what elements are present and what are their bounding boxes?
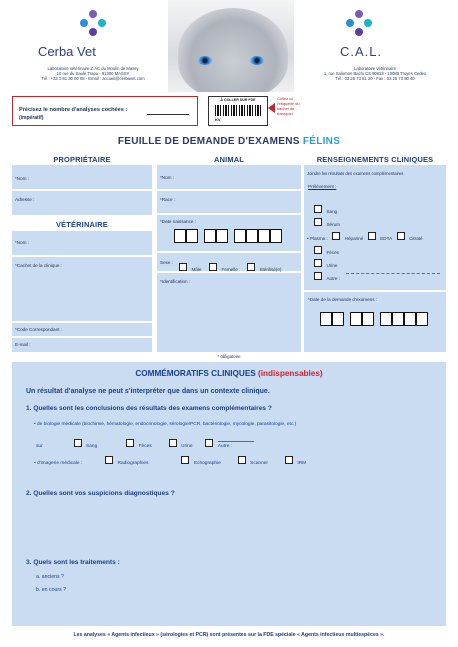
renseignements-title: RENSEIGNEMENTS CLINIQUES (316, 155, 434, 164)
proprietaire-nom-field[interactable]: *Nom : (12, 165, 152, 189)
proprietaire-adresse-field[interactable]: Adresse : (12, 191, 152, 215)
commemoratifs-title: COMMÉMORATIFS CLINIQUES (indispensables) (135, 369, 323, 378)
prelevement-serum[interactable]: Sérum (314, 213, 340, 231)
analysis-count-label: Précisez le nombre d'analyses cochées : (19, 107, 128, 113)
right-address: Laboratoire vétérinaire 1, rue Salomon Bachi CS 90613 - 10088 Troyes Cedex Tél : 03 25 73 81 20 - Fax : 03 25 73 80 40 (323, 66, 427, 82)
animal-race-field[interactable]: *Race : (157, 191, 301, 213)
date-naissance-digit[interactable] (246, 229, 258, 243)
checkbox[interactable] (314, 218, 322, 226)
biologie-line: • de biologie médicale (biochimie, hématologie, endocrinologie, sérologie/PCR, bactériologie, mycologie, parasitologie, etc.) (34, 422, 297, 427)
animal-nom-field[interactable]: *Nom : (157, 165, 301, 189)
autre-line[interactable] (346, 273, 440, 274)
code-correspondant-field[interactable]: *Code Correspondant : (12, 323, 152, 336)
analysis-count-required: (impératif) (19, 115, 44, 121)
checkbox[interactable] (332, 232, 340, 240)
checkbox[interactable] (238, 456, 246, 464)
checkbox[interactable] (314, 246, 322, 254)
checkbox[interactable] (397, 232, 405, 240)
sexe-sterilise-option[interactable]: Stérilisé(e) (247, 258, 281, 276)
checkbox[interactable] (179, 263, 187, 271)
checkbox[interactable] (209, 263, 217, 271)
sexe-femelle-option[interactable]: Femelle (209, 258, 238, 276)
analysis-count-box (12, 96, 198, 126)
obligatoire-note: * obligatoire (217, 354, 241, 359)
barcode-note: Collez ici l'étiquette du sachet de transport (277, 96, 300, 116)
checkbox[interactable] (126, 439, 134, 447)
checkbox[interactable] (205, 439, 213, 447)
checkbox[interactable] (314, 272, 322, 280)
barcode-code: KV (215, 117, 221, 122)
date-naissance-digit[interactable] (204, 229, 216, 243)
cachet-clinique-field[interactable]: *Cachet de la clinique : (12, 257, 152, 321)
prelevement-plasma[interactable]: • Plasma : Hépariné EDTA Citraté (307, 227, 423, 245)
sexe-male-option[interactable]: Mâle (179, 258, 201, 276)
left-address: Laboratoire vétérinaire Z.AC du Moulin de Massy 10 rue du Saule Trapu - 91300 MASSY Tél : +33 1 81 30 00 08 - Email : accueil@cerbavet.com (41, 66, 145, 82)
proprietaire-title: PROPRIÉTAIRE (53, 155, 111, 164)
date-demande-digit[interactable] (392, 312, 404, 326)
checkbox[interactable] (314, 259, 322, 267)
checkbox[interactable] (247, 263, 255, 271)
question-1: 1. Quelles sont les conclusions des résultats des examens complémentaires ? (26, 405, 272, 412)
date-demande-digit[interactable] (416, 312, 428, 326)
checkbox[interactable] (314, 205, 322, 213)
date-naissance-digit[interactable] (174, 229, 186, 243)
date-demande-digit[interactable] (404, 312, 416, 326)
analysis-count-input[interactable] (147, 113, 189, 115)
cerba-vet-logo (80, 10, 106, 36)
date-naissance-digit[interactable] (270, 229, 282, 243)
animal-title: ANIMAL (214, 155, 244, 164)
question-2: 2. Quelles sont vos suspicions diagnostiques ? (26, 490, 175, 497)
date-naissance-digit[interactable] (234, 229, 246, 243)
commemoratifs-intro: Un résultat d'analyse ne peut s'interpréter que dans un contexte clinique. (26, 388, 270, 395)
checkbox[interactable] (285, 456, 293, 464)
prelevement-label: Prélèvement : (308, 184, 337, 189)
footer-note: Les analyses « Agents infectieux » (sérologies et PCR) sont présentes sur la FDE spéciale « Agents infectieux multiespèces ». (73, 632, 385, 638)
prelevement-feces[interactable]: Fèces (314, 241, 339, 259)
email-field[interactable]: E-mail : (12, 338, 152, 352)
prelevement-urine[interactable]: Urine (314, 254, 337, 272)
sexe-field: Sexe : Mâle Femelle Stérilisé(e) (157, 253, 301, 271)
barcode-bars (215, 105, 261, 116)
question-3: 3. Quels sont les traitements : (26, 559, 120, 566)
imagerie-row: • d'imagerie médicale : Radiographies Echographie Scanner IRM (34, 451, 306, 469)
date-naissance-digit[interactable] (258, 229, 270, 243)
checkbox[interactable] (169, 439, 177, 447)
barcode-arrow-icon (268, 103, 275, 113)
checkbox[interactable] (368, 232, 376, 240)
traitements-anciens: a. anciens ? (36, 574, 64, 580)
checkbox[interactable] (105, 456, 113, 464)
renseignements-panel: Joindre les résultats des examens complémentaires Prélèvement : Sang Sérum • Plasma : Hépariné EDTA Citraté Fèces Urine Autre : (304, 165, 446, 290)
date-demande-field[interactable]: *Date de la demande d'examens : (304, 292, 446, 352)
cal-brand: C.A.L. (340, 44, 383, 59)
question-2-answer[interactable] (26, 500, 436, 550)
date-demande-digit[interactable] (350, 312, 362, 326)
page-title: FEUILLE DE DEMANDE D'EXAMENS FÉLINS (117, 136, 341, 147)
cal-logo (346, 10, 372, 36)
checkbox[interactable] (74, 439, 82, 447)
date-naissance-digit[interactable] (216, 229, 228, 243)
sur-autre-line[interactable] (218, 441, 254, 442)
checkbox[interactable] (181, 456, 189, 464)
date-naissance-field[interactable]: *Date naissance : (157, 215, 301, 251)
cat-photo (168, 0, 294, 92)
prelevement-sang[interactable]: Sang (314, 200, 337, 218)
barcode-sticker (208, 96, 268, 126)
identification-field[interactable]: *Identification : (157, 273, 301, 352)
veterinaire-nom-field[interactable]: *Nom : (12, 231, 152, 255)
sur-row: sur Sang Fèces Urine Autre : (36, 434, 232, 452)
cerba-vet-brand: Cerba Vet (38, 44, 96, 59)
veterinaire-title: VÉTÉRINAIRE (56, 220, 108, 229)
traitements-en-cours: b. en cours ? (36, 587, 66, 593)
date-demande-digit[interactable] (332, 312, 344, 326)
date-demande-digit[interactable] (380, 312, 392, 326)
date-demande-digit[interactable] (362, 312, 374, 326)
date-naissance-digit[interactable] (186, 229, 198, 243)
barcode-title: À COLLER SUR FDE (220, 98, 256, 102)
date-demande-digit[interactable] (320, 312, 332, 326)
prelevement-autre[interactable]: Autre : (314, 267, 340, 285)
